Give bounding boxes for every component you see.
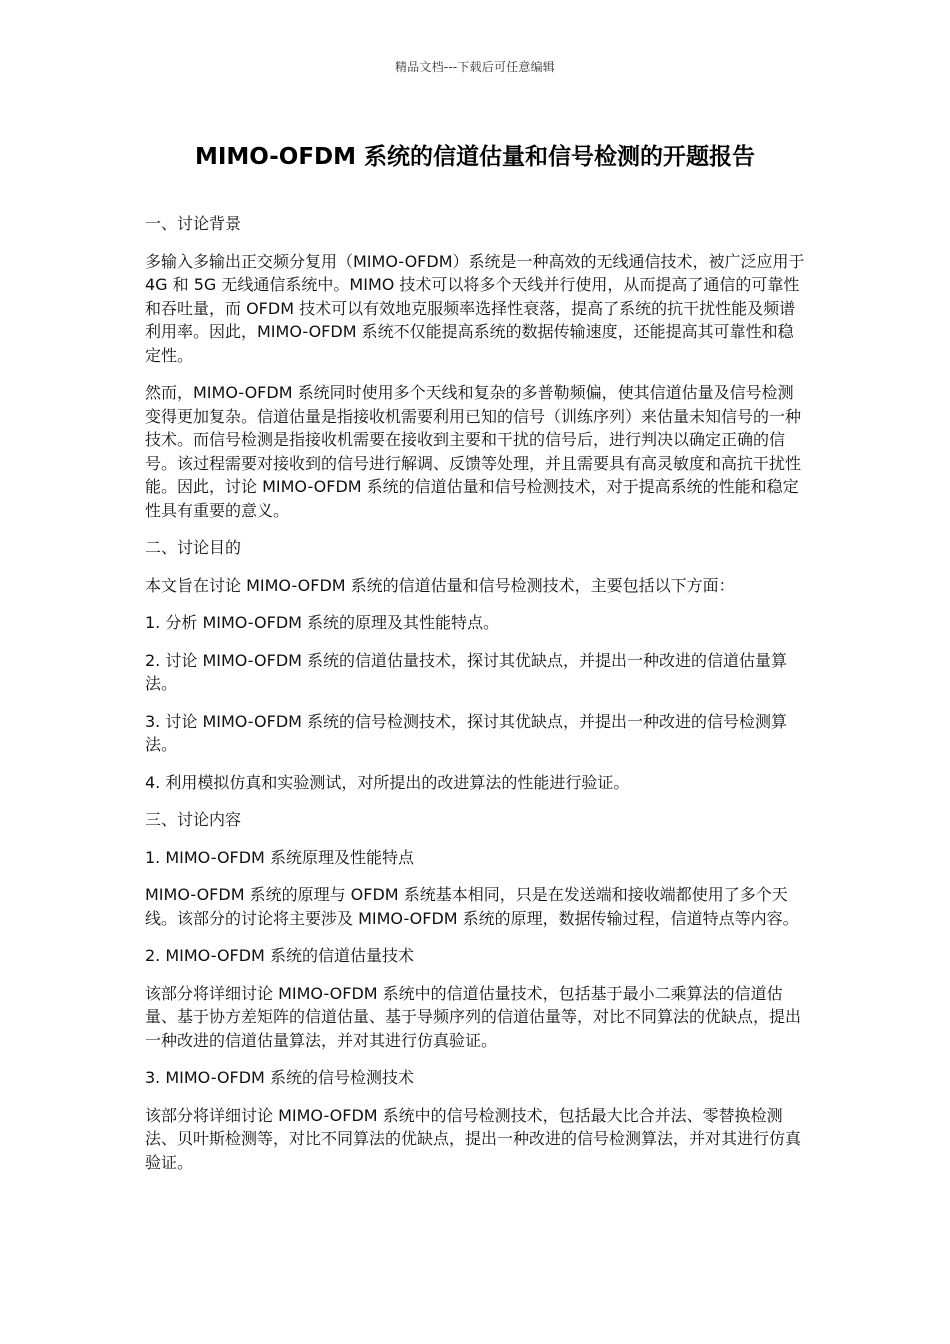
section-heading-background: 一、讨论背景 xyxy=(145,214,242,233)
paragraph: 该部分将详细讨论 MIMO-OFDM 系统中的信道估量技术，包括基于最小二乘算法的信道估量、基于协方差矩阵的信道估量、基于导频序列的信道估量等，对比不同算法的优缺点，提出一种改进的信道估量算法，并对其进行仿真验证。 xyxy=(145,983,802,1050)
list-item: 2. 讨论 MIMO-OFDM 系统的信道估量技术，探讨其优缺点，并提出一种改进的信道估量算法。 xyxy=(145,650,788,693)
section-heading-content: 三、讨论内容 xyxy=(145,810,242,829)
subsection-heading: 3. MIMO-OFDM 系统的信号检测技术 xyxy=(145,1068,414,1087)
header-note: 精品文档---下载后可任意编辑 xyxy=(395,60,555,74)
list-item: 1. 分析 MIMO-OFDM 系统的原理及其性能特点。 xyxy=(145,613,500,632)
paragraph: 然而，MIMO-OFDM 系统同时使用多个天线和复杂的多普勒频偏，使其信道估量及信号检测变得更加复杂。信道估量是指接收机需要利用已知的信号（训练序列）来估量未知信号的一种技术。而信号检测是指接收机需要在接收到主要和干扰的信号后，进行判决以确定正确的信号。该过程需要对接收到的信号进行解调、反馈等处理，并且需要具有高灵敏度和高抗干扰性能。因此，讨论 MIMO-OFDM 系统的信道估量和信号检测技术，对于提高系统的性能和稳定性具有重要的意义。 xyxy=(145,383,802,520)
list-item: 4. 利用模拟仿真和实验测试，对所提出的改进算法的性能进行验证。 xyxy=(145,772,630,792)
paragraph: 本文旨在讨论 MIMO-OFDM 系统的信道估量和信号检测技术，主要包括以下方面： xyxy=(145,575,735,595)
list-item: 3. 讨论 MIMO-OFDM 系统的信号检测技术，探讨其优缺点，并提出一种改进的信号检测算法。 xyxy=(145,711,788,754)
paragraph: 多输入多输出正交频分复用（MIMO-OFDM）系统是一种高效的无线通信技术，被广泛应用于 4G 和 5G 无线通信系统中。MIMO 技术可以将多个天线并行使用，从而提高了通信的可靠性和吞吐量，而 OFDM 技术可以有效地克服频率选择性衰落，提高了系统的抗干扰性能及频谱利用率。因此，MIMO-OFDM 系统不仅能提高系统的数据传输速度，还能提高其可靠性和稳定性。 xyxy=(145,251,805,365)
subsection-heading: 1. MIMO-OFDM 系统原理及性能特点 xyxy=(145,847,414,867)
section-heading-purpose: 二、讨论目的 xyxy=(145,538,242,557)
document-title: MIMO-OFDM 系统的信道估量和信号检测的开题报告 xyxy=(194,144,756,170)
document-body xyxy=(145,212,807,1188)
subsection-heading: 2. MIMO-OFDM 系统的信道估量技术 xyxy=(145,946,414,965)
paragraph: MIMO-OFDM 系统的原理与 OFDM 系统基本相同，只是在发送端和接收端都使用了多个天线。该部分的讨论将主要涉及 MIMO-OFDM 系统的原理，数据传输过程，信道特点等内容。 xyxy=(145,885,799,928)
paragraph: 该部分将详细讨论 MIMO-OFDM 系统中的信号检测技术，包括最大比合并法、零替换检测法、贝叶斯检测等，对比不同算法的优缺点，提出一种改进的信号检测算法，并对其进行仿真验证。 xyxy=(145,1105,802,1172)
